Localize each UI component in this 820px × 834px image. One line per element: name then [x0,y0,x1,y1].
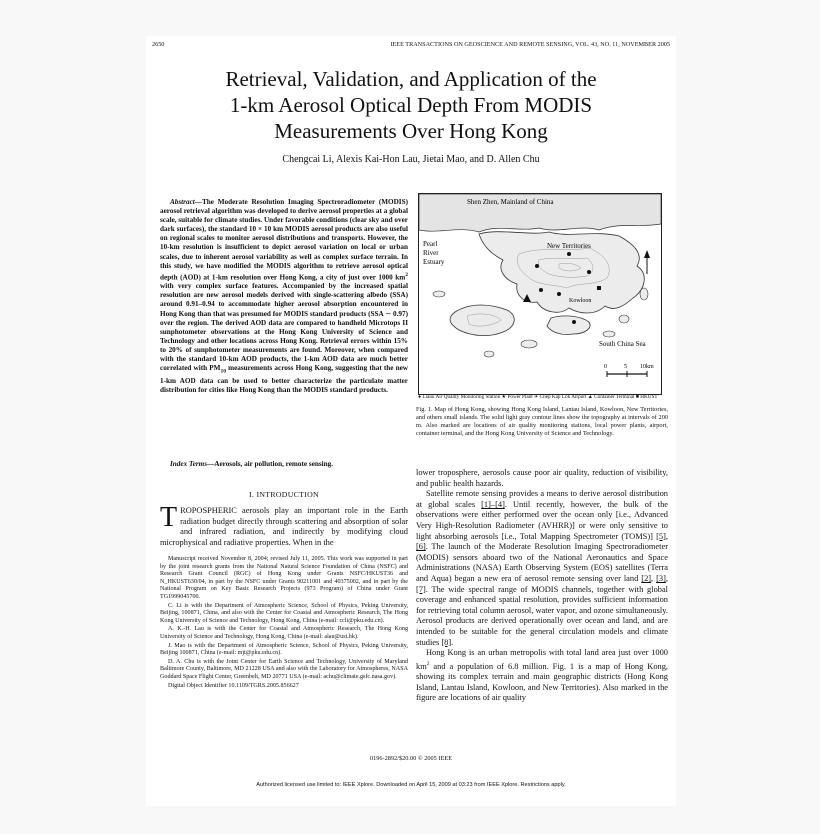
abstract [160,198,408,395]
map-label-new-territories: New Territories [547,242,591,250]
journal-name: IEEE TRANSACTIONS ON GEOSCIENCE AND REMOTE SENSING, VOL. 43, NO. 11, NOVEMBER 2005 [390,41,670,48]
author-list: Chengcai Li, Alexis Kai-Hon Lau, Jietai Mao, and D. Allen Chu [282,154,540,165]
citation-link[interactable]: [6] [416,542,426,552]
citation-link[interactable]: [5] [656,531,666,541]
paper-page [146,36,676,806]
title-line: Retrieval, Validation, and Application of the [225,67,597,91]
footnote: J. Mao is with the Department of Atmospheric Science, School of Physics, Peking University, Beijing 100871, China (e-mail: mjt@pku.edu.cn). [160,642,408,657]
citation-link[interactable]: [2] [641,573,652,583]
map-drawing [419,194,661,394]
page-number: 2650 [152,41,165,48]
citation-link[interactable]: [3] [656,573,666,583]
title-line: Measurements Over Hong Kong [274,119,548,143]
abstract-text: with very complex surface features. Accompanied by the increased spatial resolution are new aerosol models derived with single-scattering albedo (SSA) around 0.91–0.94 to accommodate higher aerosol absorption encountered in Hong Kong than that was presumed for MODIS standard products (SSA ∼ 0.97) over the region. The derived AOD data are compared to handheld Microtops II sunphotometer observations at the Hong Kong University of Science and Technology and other locations across Hong Kong. Retrieval errors within 15% to 20% of sunphotometer measurements are found. Moreover, when compared with the standard 10-km AOD products, the 1-km AOD data are much better correlated with PM [160,282,408,373]
drop-cap: T [160,502,178,533]
issn-line: 0196-2892/$20.00 © 2005 IEEE [369,755,453,762]
footnotes [160,556,408,691]
superscript: 2 [405,271,408,278]
subscript: 10 [220,368,226,375]
map-label-kowloon: Kowloon [569,298,592,304]
abstract-label: Abstract [170,198,195,206]
intro-text: ROPOSPHERIC aerosols play an important role in the Earth radiation budget directly through scattering and absorption of solar and infrared radiation, and indirectly by modifying cloud microphysical and radiative properties. When in the [160,506,408,547]
citation-link[interactable]: [1]–[4] [481,499,505,509]
map-label-shenzhen: Shen Zhen, Mainland of China [467,198,554,206]
citation-link[interactable]: [7] [416,584,426,594]
map-label-estuary: Estuary [423,258,445,266]
paper-title [146,66,676,144]
abstract-text: —The Moderate Resolution Imaging Spectroradiometer (MODIS) aerosol retrieval algorithm was developed to derive aerosol properties at a global scale, suitable for climate studies. Under favorable conditions (clear sky and over dark surfaces), the standard 10 × 10 km MODIS aerosol products are also useful on regional scales to monitor aerosol distributions and transports. However, the 10-km resolution is insufficient to depict aerosol variation on local or urban scales, due to inherent aerosol variability as well as complex surface terrain. In this study, we have modified the MODIS algorithm to retrieve aerosol optical depth (AOD) at 1-km resolution over Hong Kong, a city of just over 1000 km [160,198,408,282]
intro-paragraph [160,502,408,548]
footnote: A. K.-H. Lau is with the Center for Coastal and Atmospheric Research, The Hong Kong University of Science and Technology, Hong Kong, China (e-mail: alau@ust.hk). [160,626,408,640]
map-label-river: River [423,249,439,257]
index-terms [160,460,408,469]
paragraph: Hong Kong is an urban metropolis with total land area just over 1000 $km^2$ and a population of 6.8 million. Fig. 1 is a map of Hong Kong, showing its complex terrain and main geographic districts (Hong Kong Island, Lantau Island, Kowloon, and New Territories). Also marked in the figure are locations of air quality [416,648,668,703]
index-terms-text: —Aerosols, air pollution, remote sensing. [207,460,334,468]
paragraph: lower troposphere, aerosols cause poor air quality, reduction of visibility, and public health hazards. [416,468,668,488]
footnote: D. A. Chu is with the Joint Center for Earth Science and Technology, University of Maryland Baltimore County, Baltimore, MD 21228 USA and also with the Laboratory for Atmospheres, NASA Goddard Space Flight Center, Greenbelt, MD 20771 USA (e-mail: achu@climate.gsfc.nasa.gov). [160,658,408,680]
footnote: Manuscript received November 8, 2004; revised July 11, 2005. This work was supported in part by the joint research grants from the National Natural Science Foundation of China (NSFC) and Research Grant Council (RGC) of Hong Kong under Grants NSFC/HKUST36 and N_HKUST630/04, in part by the NSFC under Grants 90211001 and 40375002, and in part by the National Program on Key Basic Research Projects (973 Program) of China under Grant TG1999045700. [160,556,408,600]
map-label-south-china-sea: South China Sea [599,340,646,348]
footnote: C. Li is with the Department of Atmospheric Science, School of Physics, Peking University, Beijing, 100871, China, and also with the Center for Coastal and Atmospheric Research, The Hong Kong University of Science and Technology, Hong Kong, China (e-mail: ccli@pku.edu.cn). [160,602,408,624]
right-column-body [416,468,668,704]
figure-caption: Fig. 1. Map of Hong Kong, showing Hong Kong Island, Lantau Island, Kowloon, New Territories, and others small islands. The solid light gray contour lines show the topography at intervals of 200 m. Also marked are locations of air quality monitoring stations, local power plants, airport, container terminal, and the Hong Kong University of Science and Technology. [416,406,668,438]
scale-label-0: 0 [604,364,607,370]
footnote: Digital Object Identifier 10.1109/TGRS.2005.856627 [168,682,299,689]
map-legend: ● Lianu Air Quality Monitoring Station ★ Power Plant ✈ Chep Kap Lok Airport ▲ Container Terminal ■ HKUST [418,394,658,400]
scale-label-10: 10km [640,364,654,370]
citation-link[interactable]: [8] [441,637,452,647]
title-line: 1-km Aerosol Optical Depth From MODIS [229,93,593,117]
running-header [152,41,670,48]
abstract-text: measurements across Hong Kong, suggesting that the new 1-km AOD data can be used to better characterize the particulate matter distribution for cities like Hong Kong than the MODIS standard products. [160,364,408,394]
paragraph: Satellite remote sensing provides a means to derive aerosol distribution at global scales [1]–[4]. Until recently, however, the bulk of the observations were either performed over the ocean only [i.e., Advanced Very High-Resolution Radiometer (AVHRR)] or were only sensitive to light absorbing aerosols [i.e., Total Mapping Spectrometer (TOMS)] [5], [6]. The launch of the Moderate Resolution Imaging Spectroradiometer (MODIS) sensors aboard two of the National Aeronautics and Space Administrations (NASA) Earth Observing System (EOS) satellites (Terra and Aqua) began a new era of aerosol remote sensing over land [2], [3], [7]. The wide spectral range of MODIS channels, together with global coverage and enhanced spatial resolution, provides sufficient information for retrieving total column aerosol, water vapor, and ozone simultaneously. Aerosol products are derived operationally over ocean and land, and are intended to be suitable for the general circulation models and climate studies [8]. [416,489,668,647]
scale-label-5: 5 [624,364,627,370]
map-label-pearl: Pearl [423,240,438,248]
index-terms-label: Index Terms [170,460,208,468]
authorized-use-notice: Authorized licensed use limited to: IEEE Xplore. Downloaded on April 15, 2009 at 03:23 from IEEE Xplore. Restrictions apply. [256,782,566,788]
section-heading: I. INTRODUCTION [249,490,319,499]
hong-kong-map-figure [418,193,662,395]
